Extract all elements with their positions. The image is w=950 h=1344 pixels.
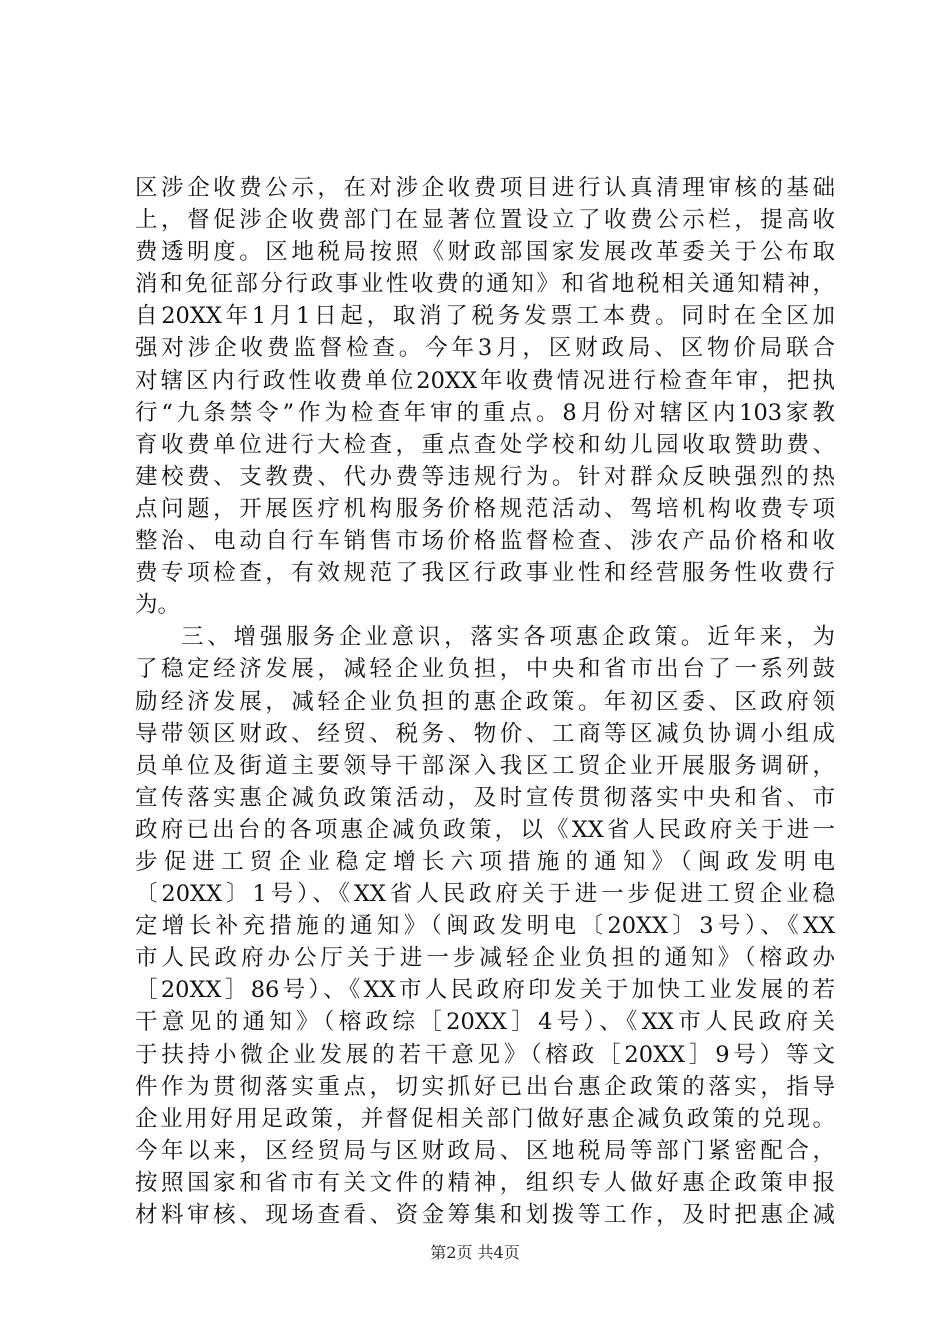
text-line: 员单位及街道主要领导干部深入我区工贸企业开展服务调研， xyxy=(135,752,835,779)
text-line: 材料审核、现场查看、资金筹集和划拨等工作，及时把惠企减 xyxy=(135,1202,835,1228)
text-line: 费专项检查，有效规范了我区行政事业性和经营服务性收费行 xyxy=(135,560,835,587)
body-text xyxy=(135,172,835,1231)
text-line: 费透明度。区地税局按照《财政部国家发展改革委关于公布取 xyxy=(135,239,835,266)
text-line: 为。 xyxy=(135,592,181,619)
text-line: 了稳定经济发展，减轻企业负担，中央和省市出台了一系列鼓 xyxy=(135,656,835,683)
text-line: 按照国家和省市有关文件的精神，组织专人做好惠企政策申报 xyxy=(135,1169,835,1196)
text-line: 自20XX年1月1日起，取消了税务发票工本费。同时在全区加 xyxy=(135,303,835,330)
text-line: 政府已出台的各项惠企减负政策，以《XX省人民政府关于进一 xyxy=(135,816,835,843)
text-line: 育收费单位进行大检查，重点查处学校和幼儿园收取赞助费、 xyxy=(135,431,835,458)
text-line: 整治、电动自行车销售市场价格监督检查、涉农产品价格和收 xyxy=(135,528,835,555)
text-line: 今年以来，区经贸局与区财政局、区地税局等部门紧密配合， xyxy=(135,1137,835,1164)
text-line: 建校费、支教费、代办费等违规行为。针对群众反映强烈的热 xyxy=(135,463,835,490)
text-line: 消和免征部分行政事业性收费的通知》和省地税相关通知精神， xyxy=(135,271,835,298)
text-line: 导带领区财政、经贸、税务、物价、工商等区减负协调小组成 xyxy=(135,720,835,747)
text-line: 干意见的通知》（榕政综［20XX］4号）、《XX市人民政府关 xyxy=(135,1009,835,1036)
text-line: 区涉企收费公示，在对涉企收费项目进行认真清理审核的基础 xyxy=(135,175,835,201)
text-line: 励经济发展，减轻企业负担的惠企政策。年初区委、区政府领 xyxy=(135,688,835,715)
text-line: 定增长补充措施的通知》（闽政发明电〔20XX〕3号）、《XX xyxy=(135,913,835,940)
text-line: 上，督促涉企收费部门在显著位置设立了收费公示栏，提高收 xyxy=(135,207,835,234)
text-line: 〔20XX〕1号）、《XX省人民政府关于进一步促进工贸企业稳 xyxy=(135,881,835,908)
text-line: 宣传落实惠企减负政策活动，及时宣传贯彻落实中央和省、市 xyxy=(135,784,835,811)
text-line: 市人民政府办公厅关于进一步减轻企业负担的通知》（榕政办 xyxy=(135,945,835,972)
text-line: 于扶持小微企业发展的若干意见》（榕政［20XX］9号）等文 xyxy=(135,1041,835,1068)
text-line: 件作为贯彻落实重点，切实抓好已出台惠企政策的落实，指导 xyxy=(135,1073,835,1100)
page-number-footer: 第2页 共4页 xyxy=(430,1243,520,1262)
text-line: 对辖区内行政性收费单位20XX年收费情况进行检查年审，把执 xyxy=(135,367,835,394)
text-line-section-heading: 三、增强服务企业意识，落实各项惠企政策。近年来，为 xyxy=(181,624,835,651)
text-line: 企业用好用足政策，并督促相关部门做好惠企减负政策的兑现。 xyxy=(135,1105,835,1132)
text-line: 行“九条禁令”作为检查年审的重点。8月份对辖区内103家教 xyxy=(135,399,835,426)
text-line: 步促进工贸企业稳定增长六项措施的通知》（闽政发明电 xyxy=(135,848,835,875)
text-line: 强对涉企收费监督检查。今年3月，区财政局、区物价局联合 xyxy=(135,335,835,362)
text-line: ［20XX］86号）、《XX市人民政府印发关于加快工业发展的若 xyxy=(135,977,835,1004)
text-line: 点问题，开展医疗机构服务价格规范活动、驾培机构收费专项 xyxy=(135,495,835,522)
